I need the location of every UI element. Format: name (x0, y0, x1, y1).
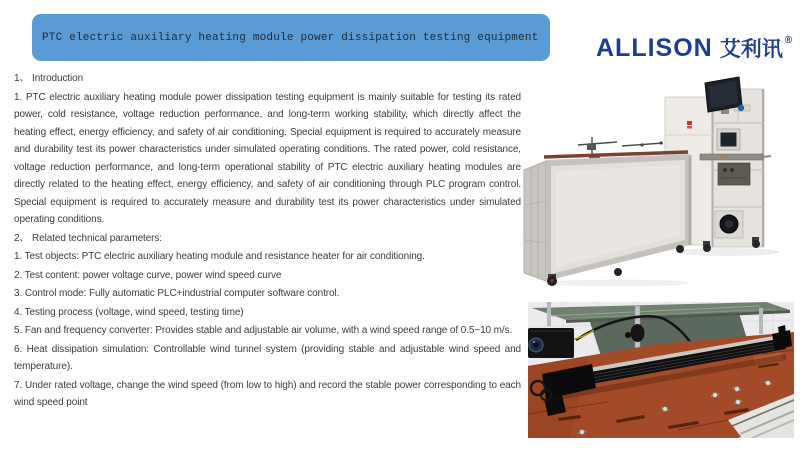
parameter-item: 7. Under rated voltage, change the wind speed (from low to high) and record the stable power corresponding to each wind speed point (14, 379, 521, 408)
fan-port (715, 211, 743, 238)
parameter-item: 2. Test content: power voltage curve, power wind speed curve (14, 269, 282, 281)
parameter-item: 3. Control mode: Fully automatic PLC+industrial computer software control. (14, 288, 340, 299)
section1-heading: 1、 Introduction (14, 73, 84, 84)
rod-clamp (631, 324, 645, 342)
wind-tunnel-chamber (524, 152, 690, 281)
support-rod (547, 302, 551, 326)
monitor (705, 77, 744, 114)
brand-logo (596, 33, 792, 63)
parameter-item: 4. Testing process (voltage, wind speed, testing time) (14, 306, 244, 318)
touchscreen (717, 129, 740, 150)
control-box (718, 163, 750, 185)
parameter-item: 5. Fan and frequency converter: Provides stable and adjustable air volume, with a wind speed range of 0.5~10 m/s. (14, 325, 513, 336)
module-photo-drawing (528, 302, 794, 438)
equipment-photo (522, 75, 800, 287)
title-banner (32, 14, 550, 61)
sensor-box (528, 328, 574, 358)
parameter-item: 6. Heat dissipation simulation: Controllable wind tunnel system (providing stable and adjustable wind speed and temperature). (14, 343, 521, 372)
module-photo (528, 302, 794, 438)
parameter-item: 1. Test objects: PTC electric auxiliary heating module and resistance heater for air conditioning. (14, 251, 425, 262)
warning-label (687, 121, 692, 125)
brand-name-cjk: 艾利讯 (719, 38, 783, 61)
keyboard-tray (700, 154, 771, 160)
body-text (14, 70, 521, 413)
equipment-photo-drawing (522, 75, 800, 287)
brand-name-latin: ALLISON (596, 34, 713, 62)
registered-trademark-icon: ® (784, 35, 793, 46)
monitor-mount-knob (738, 105, 744, 111)
section2-heading: 2、 Related technical parameters: (14, 232, 162, 244)
support-rod (759, 308, 763, 334)
page-title: PTC electric auxiliary heating module power dissipation testing equipment (42, 31, 539, 44)
intro-paragraph: 1. PTC electric auxiliary heating module power dissipation testing equipment is mainly suitable for testing its rated power, cold resistance, voltage reduction performance, and long-term working stability, which directly affect the heating effect, energy efficiency, and safety of air conditioning. Special equipment is required to accurately measure and durability test its power characteristics under simulated operating conditions. The rated power, cold resistance, voltage reduction performance, and long-term operational stability of PTC electric auxiliary heating modules are directly related to the heating effect, energy efficiency, and safety of air conditioning through PLC program control. Special equipment is required to accurately measure and durability test its power characteristics under simulated operating conditions. (14, 91, 521, 225)
